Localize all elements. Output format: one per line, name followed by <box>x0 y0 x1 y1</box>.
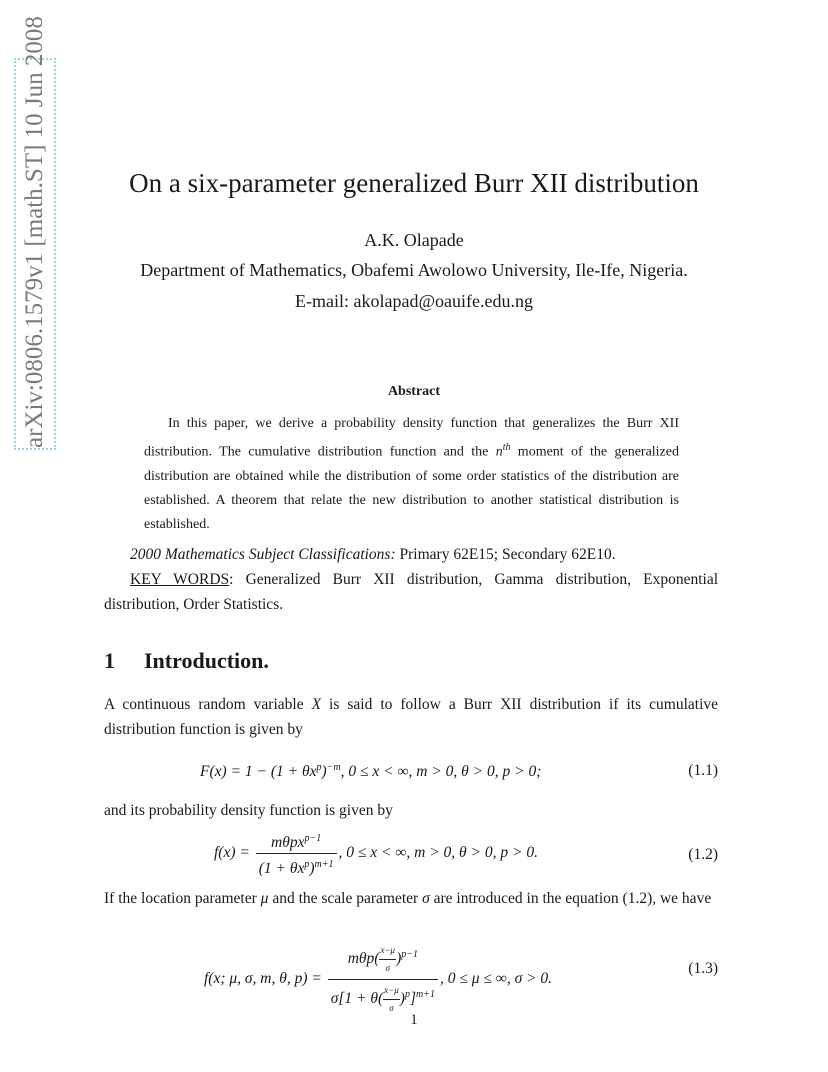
p1-text-b: is said to follow a Burr XII distribution if its cumulative distribution function is given by <box>104 696 719 738</box>
abstract-body <box>144 412 679 537</box>
p3-text-b: and the scale parameter <box>268 890 423 907</box>
abstract-heading: Abstract <box>387 384 441 399</box>
p3-mu: μ <box>260 890 269 907</box>
section-title: Introduction. <box>144 648 269 673</box>
section-heading <box>104 648 269 674</box>
equation-1-2 <box>104 830 718 880</box>
equation-1-3-body: f(x; μ, σ, m, θ, p) = mθp( $\frac{x-\mu}{\sigma}$ )$^{p-1}$ σ[1 + θ( $\frac{x-\mu}{\sigma}$ )$^p$]$^{m+1}$ , 0 ≤ μ ≤ ∞, σ > 0. <box>204 942 552 1017</box>
paragraph-1 <box>104 692 718 742</box>
author-affiliation: Department of Mathematics, Obafemi Awolowo University, Ile-Ife, Nigeria. <box>140 260 688 280</box>
equation-1-1-body: $F(x) = 1 - (1 + \theta x^p)^{-m}$, 0 ≤ x < ∞, m > 0, θ > 0, p > 0; <box>200 762 542 781</box>
p1-var: X <box>311 696 322 713</box>
page-number: 1 <box>410 1012 418 1028</box>
p3-text-c: are introduced in the equation (1.2), we have <box>429 890 712 907</box>
author-email: E-mail: akolapad@oauife.edu.ng <box>295 291 533 311</box>
abstract-nth: n <box>495 444 503 460</box>
section-number: 1 <box>104 648 115 673</box>
equation-1-1 <box>104 760 718 786</box>
abstract-text-b: moment of the generalized distribution are obtained while the distribution of some order statistics of the distribution are established. A theorem that relate the new distribution to another statistical distribution is established. <box>144 444 679 532</box>
p2-text: and its probability density function is given by <box>104 802 393 819</box>
paragraph-2 <box>104 798 718 823</box>
equation-1-2-number: (1.2) <box>688 846 718 863</box>
paragraph-3 <box>104 886 718 911</box>
author-name: A.K. Olapade <box>364 230 464 250</box>
msc-line <box>104 542 718 617</box>
p1-text-a: A continuous random variable <box>104 696 312 713</box>
p3-text-a: If the location parameter <box>104 890 261 907</box>
keywords-label: KEY WORDS <box>130 571 230 588</box>
equation-1-2-body: f(x) = $\frac{m\theta px^{p-1}}{(1 + \theta x^p)^{m+1}}$ , 0 ≤ x < ∞, m > 0, θ > 0, p > 0. <box>214 830 538 877</box>
abstract-nth-sup: th <box>502 442 511 453</box>
msc-value: Primary 62E15; Secondary 62E10. <box>395 546 616 563</box>
equation-1-3-number: (1.3) <box>688 960 718 977</box>
abstract-text-a: In this paper, we derive a probability density function that generalizes the Burr XII distribution. The cumulative distribution function and the <box>144 416 679 460</box>
paper-title: On a six-parameter generalized Burr XII distribution <box>129 168 699 198</box>
p3-sigma: σ <box>422 890 430 907</box>
keywords-value: : Generalized Burr XII distribution, Gamma distribution, Exponential distribution, Order Statistics. <box>104 571 718 613</box>
equation-1-3 <box>104 942 718 1013</box>
arxiv-stamp: arXiv:0806.1579v1 [math.ST] 10 Jun 2008 <box>14 58 56 450</box>
equation-1-1-number: (1.1) <box>688 762 718 779</box>
msc-label: 2000 Mathematics Subject Classifications: <box>130 546 396 563</box>
